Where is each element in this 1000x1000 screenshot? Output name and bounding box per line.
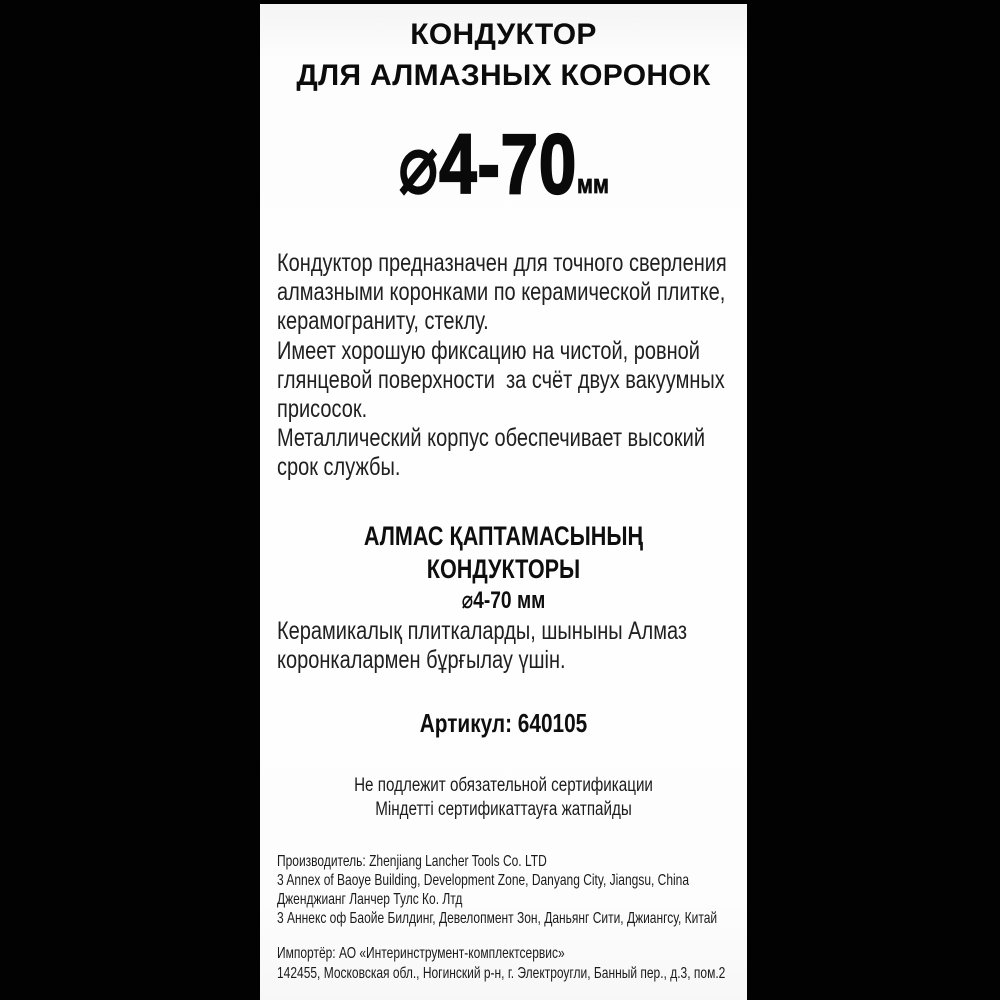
diameter-big xyxy=(398,117,577,211)
text-line: Не подлежит обязательной сертификации xyxy=(354,775,653,796)
article-number: Артикул: 640105 xyxy=(419,708,588,738)
text-line: Металлический корпус обеспечивает высокий xyxy=(277,424,705,453)
text-line: глянцевой поверхности за счёт двух вакуумных xyxy=(277,365,725,394)
text-line: алмазными коронками по керамической плитке, xyxy=(277,278,726,307)
description-kz xyxy=(277,617,741,675)
title-kz xyxy=(309,520,699,615)
title-ru xyxy=(260,14,747,96)
diameter-range xyxy=(309,115,699,213)
text-line: Импортёр: АО «Интеринструмент-комплектсервис» xyxy=(277,945,565,962)
text-line: присосок. xyxy=(277,395,368,424)
right-black-bar xyxy=(747,0,1000,1000)
diameter-icon: ⌀ xyxy=(398,115,440,213)
description-ru xyxy=(277,249,741,483)
text-line: коронкалармен бұрғылау үшін. xyxy=(277,646,566,675)
title-kz-text: АЛМАС ҚАПТАМАСЫНЫҢ КОНДУКТОРЫ xyxy=(363,521,644,584)
text-line: Кондуктор предназначен для точного сверления xyxy=(277,249,727,277)
title-kz-diameter: ⌀4-70 мм xyxy=(461,587,546,614)
text-line: 3 Аннекс оф Баойе Билдинг, Девелопмент Зон, Даньянг Сити, Джиангсу, Китай xyxy=(277,910,718,927)
text-line: Керамикалық плиткаларды, шыныны Алмаз xyxy=(277,617,688,645)
text-line: ДЛЯ АЛМАЗНЫХ КОРОНОК xyxy=(296,59,711,92)
text-line: срок службы. xyxy=(277,453,401,482)
importer-info xyxy=(277,944,757,983)
text-line: КОНДУКТОР xyxy=(410,18,597,51)
text-line: Имеет хорошую фиксацию на чистой, ровной xyxy=(277,336,700,365)
label-top-edge xyxy=(260,0,747,4)
product-label xyxy=(260,0,747,1000)
text-line: 3 Annex of Baoye Building, Development Zone, Danyang City, Jiangsu, China xyxy=(277,872,690,889)
certification-note xyxy=(309,774,699,821)
manufacturer-info xyxy=(277,852,757,928)
text-line: керамограниту, стеклу. xyxy=(277,307,489,336)
text-line: 142455, Московская обл., Ногинский р-н, г. Электроугли, Банный пер., д.3, пом.2 xyxy=(277,964,726,982)
text-line: Производитель: Zhenjiang Lancher Tools Co. LTD xyxy=(277,853,547,870)
text-line: Міндетті сертификаттауға жатпайды xyxy=(375,798,632,820)
left-black-bar xyxy=(0,0,260,1000)
text-line: Дженджианг Ланчер Тулс Ко. Лтд xyxy=(277,891,463,908)
diameter-unit: мм xyxy=(577,169,609,199)
diameter-value: 4-70 xyxy=(439,117,577,211)
